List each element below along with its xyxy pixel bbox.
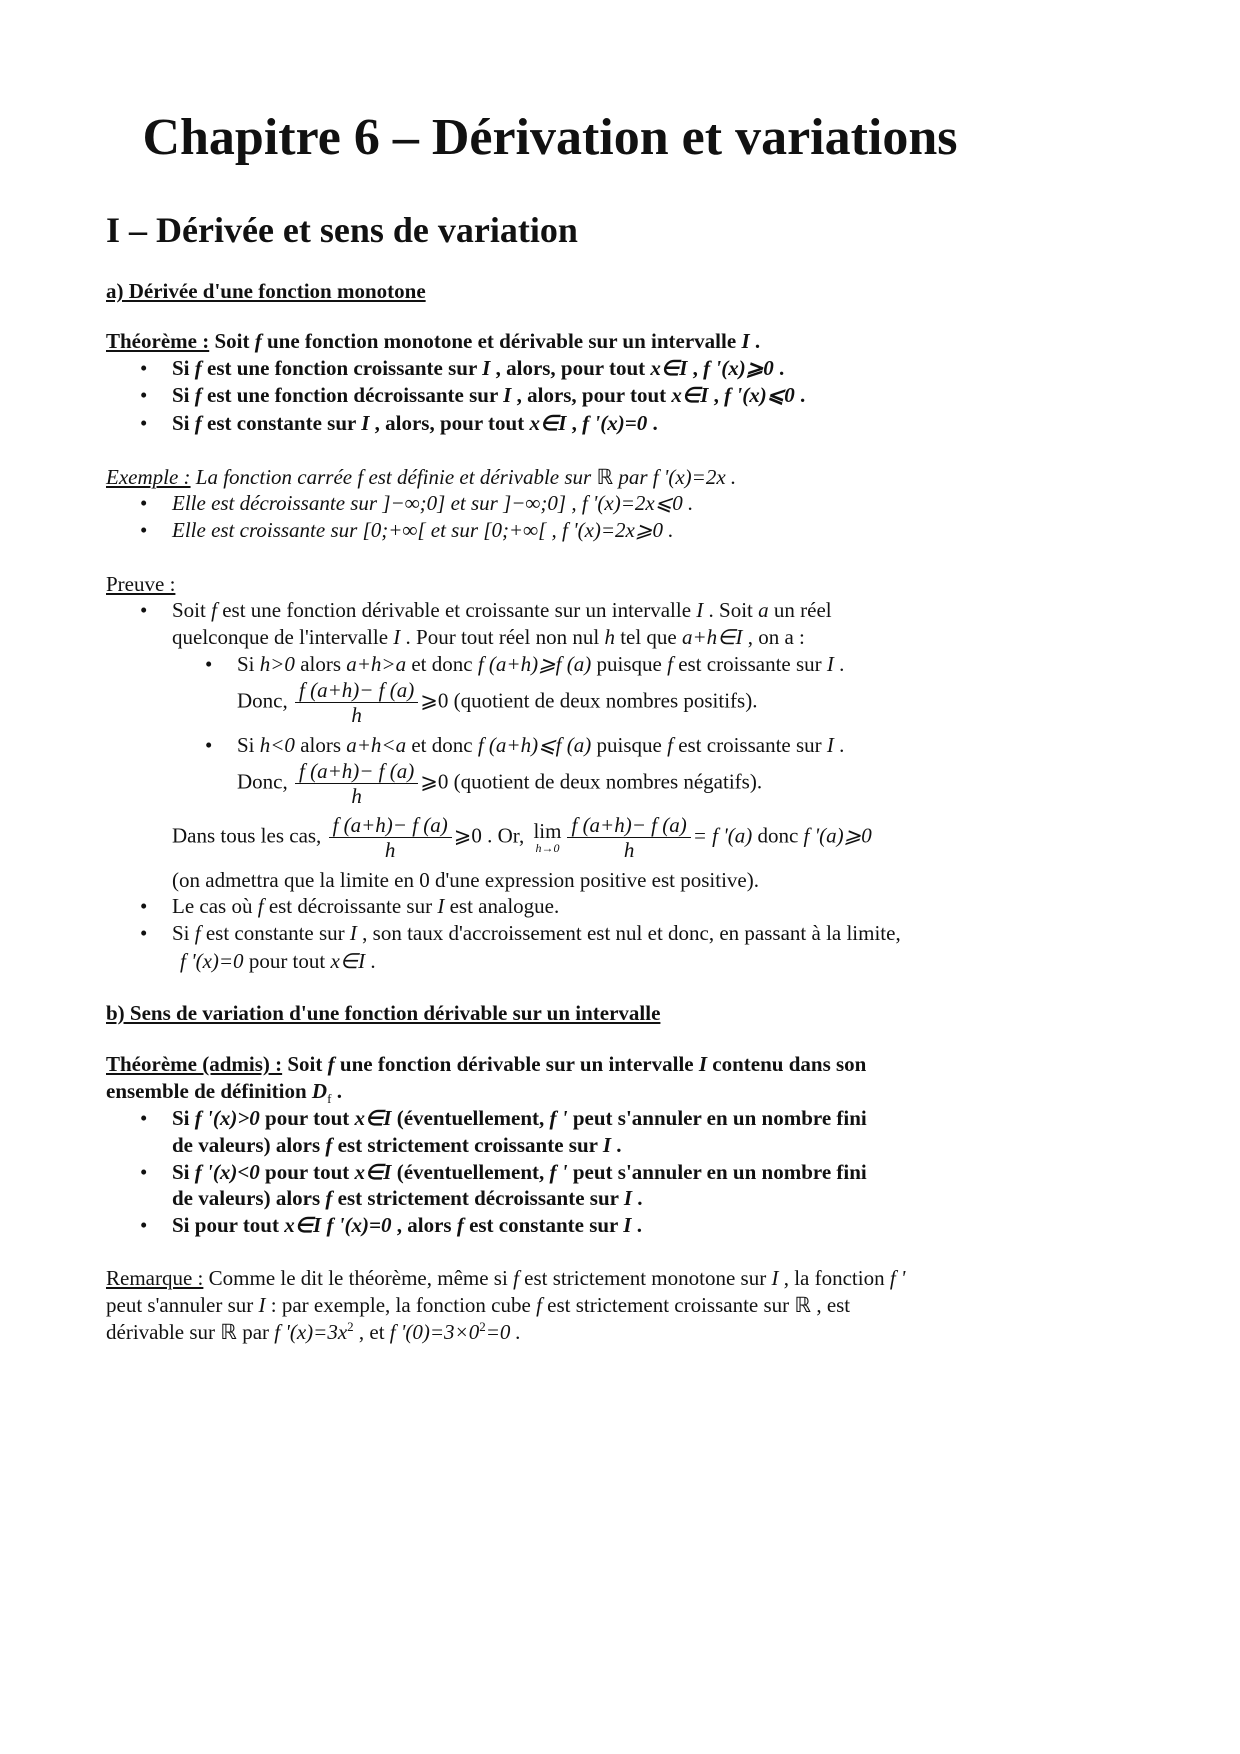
theorem-statement	[106, 328, 760, 354]
text-segment: alors	[294, 733, 347, 757]
theorem-bullet	[172, 1212, 642, 1238]
text-segment: une fonction monotone et dérivable sur un intervalle	[261, 329, 742, 353]
proof-text	[180, 948, 376, 974]
text-segment: puisque	[591, 652, 668, 676]
proof-text	[172, 867, 759, 893]
text-segment: x∈I	[354, 1106, 392, 1130]
text-segment: f '	[549, 1106, 568, 1130]
text-segment: f '(x)=0	[180, 949, 244, 973]
text-segment: f '(x)⩾0	[703, 356, 774, 380]
text-segment: x∈I	[650, 356, 688, 380]
theorem-text	[172, 1132, 622, 1158]
text-segment: f	[325, 1133, 333, 1157]
text-segment: Si	[172, 921, 195, 945]
text-segment: f '(0)=3×0	[389, 1320, 480, 1344]
text-segment: .	[631, 1213, 642, 1237]
text-segment: pour tout	[243, 949, 331, 973]
theorem-bullet	[172, 1159, 867, 1185]
fraction-denominator: h	[384, 838, 396, 862]
text-segment: f	[456, 1213, 464, 1237]
text-segment: Théorème :	[106, 329, 210, 353]
text-segment: a	[758, 598, 769, 622]
text-segment: f	[257, 894, 264, 918]
text-segment: f '	[549, 1160, 568, 1184]
text-segment: une fonction dérivable sur un intervalle	[334, 1052, 699, 1076]
text-segment: f	[536, 1293, 542, 1317]
text-segment: . Pour tout réel non nul	[400, 625, 605, 649]
remark-text	[106, 1292, 850, 1318]
text-segment: f '(x)<0	[194, 1160, 260, 1184]
text-segment: a+h<a	[346, 733, 407, 757]
text-segment: I	[349, 921, 357, 945]
text-segment: ℝ	[220, 1320, 237, 1344]
text-segment: , alors, pour tout	[490, 356, 651, 380]
text-segment: f	[513, 1266, 519, 1290]
fraction-numerator: f (a+h)− f (a)	[567, 813, 690, 838]
text-segment: f	[211, 598, 217, 622]
fraction-numerator: f (a+h)− f (a)	[329, 813, 452, 838]
text-segment: ,	[708, 383, 725, 407]
text-segment: de valeurs) alors	[172, 1133, 326, 1157]
text-segment: f '(x)=3x	[274, 1320, 348, 1344]
text-segment: ,	[566, 411, 583, 435]
text-segment: h<0	[259, 733, 295, 757]
theorem-statement	[106, 1051, 866, 1077]
text-segment: puisque	[591, 733, 668, 757]
text-segment: est strictement décroissante sur	[332, 1186, 624, 1210]
text-segment: .	[647, 411, 658, 435]
fraction	[329, 813, 452, 862]
fraction	[295, 678, 418, 727]
text-segment: Soit	[282, 1052, 328, 1076]
example-bullet	[172, 517, 673, 543]
text-segment: ⩾0 (quotient de deux nombres négatifs).	[420, 769, 763, 794]
text-segment: Si	[172, 1160, 195, 1184]
text-segment: .	[833, 733, 845, 757]
proof-fraction-line	[237, 759, 762, 808]
limit	[533, 818, 562, 855]
text-segment: I	[361, 411, 370, 435]
text-segment: ensemble de définition	[106, 1079, 312, 1103]
text-segment: Théorème (admis) :	[106, 1052, 283, 1076]
proof-bullet	[172, 920, 901, 946]
text-segment: est constante sur	[463, 1213, 624, 1237]
text-segment: (éventuellement,	[391, 1106, 550, 1130]
text-segment: quelconque de l'intervalle	[172, 625, 394, 649]
text-segment: peut s'annuler en un nombre fini	[567, 1106, 867, 1130]
text-segment: Donc,	[237, 769, 293, 794]
text-segment: est décroissante sur	[263, 894, 438, 918]
fraction-numerator: f (a+h)− f (a)	[295, 678, 418, 703]
text-segment: f	[194, 383, 202, 407]
text-segment: I	[696, 598, 704, 622]
text-segment: Si	[237, 733, 260, 757]
text-segment: I	[437, 894, 445, 918]
text-segment: Elle est décroissante sur ]−∞;0] et sur ]−∞;0] , f '(x)=2x⩽0 .	[172, 491, 694, 515]
text-segment: f	[327, 1052, 335, 1076]
text-segment: I	[393, 625, 401, 649]
text-segment: =0 .	[485, 1320, 521, 1344]
proof-sub-bullet	[237, 651, 844, 677]
text-segment: Le cas où	[172, 894, 258, 918]
text-segment: f	[325, 1186, 333, 1210]
text-segment: Si	[172, 356, 195, 380]
section-heading	[106, 209, 578, 251]
text-segment: f '(x)=0	[582, 411, 648, 435]
text-segment: .	[611, 1133, 622, 1157]
theorem-bullet	[172, 410, 658, 436]
limit-subscript: h→0	[535, 840, 560, 855]
text-segment: f	[194, 921, 201, 945]
proof-text	[172, 624, 805, 650]
text-segment: Remarque :	[106, 1266, 204, 1290]
text-segment: x∈I	[284, 1213, 322, 1237]
theorem-text	[172, 1185, 643, 1211]
text-segment: f '(x)⩽0	[724, 383, 795, 407]
remark-text	[106, 1265, 905, 1291]
text-segment: tel que	[614, 625, 682, 649]
text-segment: par	[236, 1320, 275, 1344]
text-segment: Exemple :	[106, 465, 191, 489]
text-segment: , son taux d'accroissement est nul et donc, en passant à la limite,	[356, 921, 901, 945]
text-segment: I	[623, 1213, 632, 1237]
fraction	[567, 813, 690, 862]
text-segment: h>0	[259, 652, 295, 676]
proof-bullet	[172, 597, 832, 623]
text-segment: de valeurs) alors	[172, 1186, 326, 1210]
text-segment: x∈I	[354, 1160, 392, 1184]
theorem-bullet	[172, 382, 805, 408]
text-segment: (on admettra que la limite en 0 d'une expression positive est positive).	[172, 868, 759, 892]
text-segment: f (a+h)⩾f (a)	[477, 652, 592, 676]
text-segment: , la fonction	[778, 1266, 890, 1290]
text-segment: Si	[237, 652, 260, 676]
theorem-bullet	[172, 1105, 867, 1131]
fraction	[295, 759, 418, 808]
limit-operator: lim	[533, 818, 562, 843]
text-segment: Elle est croissante sur [0;+∞[ et sur [0;+∞[ , f '(x)=2x⩾0 .	[172, 518, 674, 542]
proof-sub-bullet	[237, 732, 844, 758]
proof-label	[106, 571, 175, 597]
text-segment: = f '(a)	[692, 823, 753, 848]
text-segment: h	[604, 625, 615, 649]
text-segment: a+h∈I	[682, 625, 743, 649]
text-segment: , est	[811, 1293, 851, 1317]
fraction-numerator: f (a+h)− f (a)	[295, 759, 418, 784]
text-segment: I – Dérivée et sens de variation	[106, 210, 578, 250]
text-segment: I	[826, 733, 834, 757]
text-segment: est strictement croissante sur	[541, 1293, 795, 1317]
text-segment: est constante sur	[201, 411, 362, 435]
text-segment: f	[667, 733, 673, 757]
text-segment: pour tout	[259, 1106, 355, 1130]
text-segment: .	[331, 1079, 342, 1103]
text-segment: f	[254, 329, 262, 353]
text-segment: Si pour tout	[172, 1213, 285, 1237]
text-segment: ℝ	[794, 1293, 812, 1317]
text-segment: et donc	[406, 733, 478, 757]
text-segment: I	[826, 652, 834, 676]
text-segment: ℝ	[596, 465, 614, 489]
text-segment: alors	[294, 652, 347, 676]
text-segment: Chapitre 6 – Dérivation et variations	[142, 109, 958, 166]
text-segment: Si	[172, 411, 195, 435]
text-segment: pour tout	[259, 1160, 355, 1184]
text-segment: I	[602, 1133, 611, 1157]
text-segment: dérivable sur	[106, 1320, 221, 1344]
text-segment: La fonction carrée f est définie et dérivable sur	[190, 465, 597, 489]
text-segment: I	[623, 1186, 632, 1210]
chapter-title	[0, 108, 1100, 168]
text-segment: 2	[347, 1319, 354, 1334]
text-segment: , alors	[391, 1213, 457, 1237]
text-segment: I	[771, 1266, 779, 1290]
text-segment: Comme le dit le théorème, même si	[203, 1266, 514, 1290]
fraction-denominator: h	[351, 703, 362, 727]
text-segment: I	[503, 383, 512, 407]
remark-text	[106, 1319, 521, 1345]
text-segment: et donc	[406, 652, 478, 676]
text-segment: Soit	[209, 329, 255, 353]
text-segment: donc	[752, 823, 804, 848]
text-segment: . Soit	[703, 598, 759, 622]
text-segment: f '	[889, 1266, 906, 1290]
text-segment: D	[311, 1079, 328, 1103]
proof-fraction-line	[237, 678, 757, 727]
text-segment: a) Dérivée d'une fonction monotone	[106, 279, 426, 303]
text-segment: est une fonction croissante sur	[201, 356, 483, 380]
text-segment: f '(x)=0	[326, 1213, 392, 1237]
text-segment: : par exemple, la fonction cube	[265, 1293, 537, 1317]
example-statement	[106, 464, 736, 490]
text-segment: un réel	[768, 598, 832, 622]
text-segment: est croissante sur	[672, 652, 827, 676]
text-segment: f (a+h)⩽f (a)	[477, 733, 592, 757]
text-segment: I	[482, 356, 491, 380]
example-bullet	[172, 490, 693, 516]
text-segment: , alors, pour tout	[369, 411, 530, 435]
text-segment: .	[773, 356, 785, 380]
text-segment: f '(a)⩾0	[803, 823, 872, 848]
text-segment: 2	[479, 1319, 486, 1334]
text-segment: est croissante sur	[672, 733, 827, 757]
text-segment: x∈I	[529, 411, 567, 435]
text-segment: peut s'annuler sur	[106, 1293, 259, 1317]
text-segment: x∈I	[330, 949, 366, 973]
theorem-bullet	[172, 355, 784, 381]
subsection-heading-a	[106, 278, 426, 304]
text-segment: (éventuellement,	[391, 1160, 550, 1184]
text-segment: Soit	[172, 598, 212, 622]
text-segment: , et	[353, 1320, 390, 1344]
text-segment: .	[365, 949, 376, 973]
proof-bullet	[172, 893, 559, 919]
text-segment: f '(x)>0	[194, 1106, 260, 1130]
subsection-heading-b	[106, 1000, 660, 1026]
text-segment: I	[258, 1293, 266, 1317]
fraction-denominator: h	[623, 838, 635, 862]
text-segment: , on a :	[742, 625, 805, 649]
text-segment: Donc,	[237, 688, 293, 713]
text-segment: .	[632, 1186, 643, 1210]
text-segment: est une fonction décroissante sur	[201, 383, 504, 407]
fraction-denominator: h	[351, 784, 362, 808]
text-segment: Dans tous les cas,	[172, 823, 327, 848]
text-segment: peut s'annuler en un nombre fini	[567, 1160, 867, 1184]
text-segment: .	[833, 652, 845, 676]
text-segment: ,	[687, 356, 704, 380]
text-segment: est strictement croissante sur	[332, 1133, 603, 1157]
text-segment: a+h>a	[346, 652, 407, 676]
text-segment: .	[794, 383, 806, 407]
text-segment: ⩾0 . Or,	[453, 823, 530, 848]
text-segment: est constante sur	[200, 921, 350, 945]
text-segment: Si	[172, 383, 195, 407]
text-segment: I	[698, 1052, 708, 1076]
text-segment: f	[667, 652, 673, 676]
text-segment: .	[749, 329, 761, 353]
proof-conclusion	[172, 813, 872, 862]
text-segment: , alors, pour tout	[511, 383, 672, 407]
text-segment: x∈I	[671, 383, 709, 407]
text-segment: est une fonction dérivable et croissante sur un intervalle	[216, 598, 697, 622]
text-segment: est strictement monotone sur	[518, 1266, 772, 1290]
text-segment: contenu dans son	[707, 1052, 867, 1076]
text-segment: b) Sens de variation d'une fonction dérivable sur un intervalle	[106, 1001, 661, 1025]
theorem-statement	[106, 1078, 342, 1107]
text-segment: ⩾0 (quotient de deux nombres positifs).	[420, 688, 758, 713]
text-segment: Preuve :	[106, 572, 176, 596]
text-segment: I	[741, 329, 750, 353]
text-segment: f	[327, 1091, 332, 1107]
text-segment: f	[194, 411, 202, 435]
text-segment: Si	[172, 1106, 195, 1130]
text-segment: est analogue.	[444, 894, 560, 918]
text-segment: f	[194, 356, 202, 380]
text-segment: par f '(x)=2x .	[613, 465, 737, 489]
